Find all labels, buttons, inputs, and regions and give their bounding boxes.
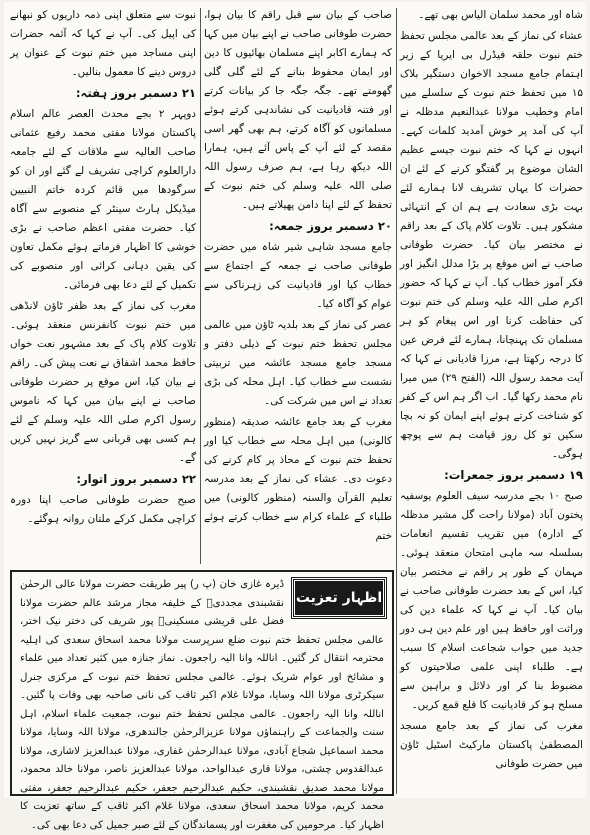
left-paragraph-3: مغرب کی نماز کے بعد ظفر ٹاؤن لانڈھی میں ختم نبوت کانفرنس منعقد ہوئی۔ تلاوت کلام پاک کے بعد مشہور نعت خواں حافظ محمد اشفاق نے نعت پیش کی۔ راقم نے بیان کیا، اس موقع پر حضرت طوفانی صاحب نے اپنے بیان میں کہا کہ ناموس رسول اکرم صلی اللہ علیہ وسلم کے لئے ہم کسی بھی قربانی سے گریز نہیں کریں گے۔: [10, 300, 196, 464]
middle-paragraph-4: مغرب کے بعد جامع عائشہ صدیقہ (منظور کالونی) میں اہل محلہ سے خطاب کیا اور تحفظ ختم نبوت کے محاذ پر کام کرنے کی دعوت دی۔ عشاء کی نماز کے بعد مدرسہ تعلیم القرآن والسنہ (منظور کالونی) میں طلباء کے علماء کرام سے خطاب کرتے ہوئے ختم: [204, 416, 392, 542]
condolence-header: اظہار تعزیت: [292, 578, 386, 618]
left-paragraph-4: صبح حضرت طوفانی صاحب اپنا دورہ کراچی مکمل کرکے ملتان روانہ ہوگئے۔: [10, 494, 196, 525]
heading-friday: ۲۰ دسمبر بروز جمعہ:: [269, 219, 392, 233]
left-column: [10, 6, 196, 566]
heading-saturday: ۲۱ دسمبر بروز ہفتہ:: [75, 86, 196, 100]
middle-paragraph-2: جامع مسجد شاہی شیر شاہ میں حضرت طوفانی صاحب نے جمعہ کے اجتماع سے خطاب کیا اور قادیانیت کی زہرناکی سے عوام کو آگاہ کیا۔: [204, 241, 392, 310]
right-paragraph-2: عشاء کی نماز کے بعد عالمی مجلس تحفظ ختم نبوت حلقہ فیڈرل بی ایریا کے زیر اہتمام جامع مسجد الاخوان دستگیر بلاک ۱۵ میں تحفظ ختم نبوت کے سلسلے میں امام وخطیب مولانا عبدالنعیم مدظلہ نے آپ کی آمد پر خوش آمدید کلمات کہے۔ انہوں نے کہا کہ ختم نبوت جیسے عظیم الشان موضوع پر گفتگو کرنے کے لئے ان حضرات کا یہاں تشریف لانا ہمارے لئے بہت بڑی سعادت ہے ہم ان کے انتہائی مشکور ہیں۔ تلاوت کلام پاک کے بعد راقم نے مختصر بیان کیا۔ حضرت طوفانی صاحب نے اس موقع پر بڑا مدلل انگیز اور فکر آموز خطاب کیا۔ آپ نے کہا کہ حضور اکرم صلی اللہ علیہ وسلم کی ختم نبوت کی حفاظت کرنا اور اس پیغام کو ہر مسلمان تک پہنچانا، ہمارے لئے فرض عین کا درجہ رکھتا ہے، مرزا قادیانی نے کہا کہ آیت محمد رسول اللہ (الفتح ۲۹) میں میرا نام محمد رکھا گیا۔ اب اگر ہم اس کے کفر کو شناخت کرتے ہوئے اپنے ایمان کو نہ بچا سکیں تو کل روز قیامت ہم سے پوچھ ہوگی۔: [400, 30, 583, 460]
left-paragraph-1: نبوت سے متعلق اپنی ذمہ داریوں کو نبھانے کی اپیل کی۔ آپ نے کہا کہ آئمہ حضرات اپنی مساجد میں ختم نبوت کے عنوان پر دروس دینے کا معمول بنالیں۔: [10, 9, 196, 78]
middle-paragraph-1: صاحب کے بیان سے قبل راقم کا بیان ہوا، حضرت طوفانی صاحب نے اپنے بیان میں کہا کہ ہمارے اکابر اپنے مسلمان بھائیوں کا دین اور ایمان محفوظ بنانے کے لئے گلی گلی گھومتے تھے۔ جگہ جگہ جا کر بیانات کرتے اور فتنہ قادیانیت کی نشاندہی کرتے ہوئے مسلمانوں کو آگاہ کرتے، ہم بھی گھر اسی مقصد کے لئے آپ کے پاس آئے ہیں، ہمارا اللہ دیکھ رہا ہے، ہم صرف رسول اللہ صلی اللہ علیہ وسلم کی ختم نبوت کے تحفظ کے لئے اپنا دامن پھیلاتے ہیں۔: [204, 9, 392, 211]
right-column: [400, 6, 583, 794]
middle-column: [204, 6, 392, 566]
condolence-body: [20, 576, 384, 831]
right-paragraph-3: صبح ۱۰ بجے مدرسہ سیف العلوم یوسفیہ پختون آباد (مولانا راحت گل مشیر مدظلہ کے ادارہ) میں تقریب تقسیم انعامات بسلسلہ سہ ماہی امتحان منعقد ہوئی۔ مہمان کے طور پر راقم نے مختصر بیان کیا، اس کے بعد حضرت طوفانی صاحب نے بیان کیا۔ آپ نے کہا کہ علماء دین کی وراثت اور حافظ ہیں اور علم دین ہی دور جدید میں جواب شجاعت اسلام کا سبب ہے۔ طلباء اپنی علمی صلاحیتوں کو مضبوط بنا کر اور دلائل و براہین سے مسلح ہو کر قادیانیت کا قلع قمع کریں۔: [400, 490, 583, 711]
column-divider: [200, 8, 201, 564]
middle-paragraph-3: عصر کی نماز کے بعد بلدیہ ٹاؤن میں عالمی مجلس تحفظ ختم نبوت کے ذیلی دفتر و مسجد جامع مسجد عائشہ میں تربیتی نشست سے خطاب کیا۔ اہل محلہ کی بڑی تعداد نے اس میں شرکت کی۔: [204, 319, 392, 407]
heading-thursday: ۱۹ دسمبر بروز جمعرات:: [444, 468, 583, 482]
column-divider: [396, 8, 397, 794]
right-paragraph-1: شاہ اور محمد سلمان الیاس بھی تھے۔: [418, 9, 583, 21]
header-spacer: [284, 576, 384, 616]
heading-sunday: ۲۲ دسمبر بروز اتوار:: [76, 472, 196, 486]
right-paragraph-4: مغرب کی نماز کے بعد جامع مسجد المصطفیٰ پاکستان مارکیٹ اسٹیل ٹاؤن میں حضرت طوفانی: [400, 720, 583, 770]
left-paragraph-2: دوپہر ۲ بجے محدث العصر عالم اسلام پاکستان مولانا مفتی محمد رفیع عثمانی صاحب العالیہ سے ملاقات کے لئے جامعہ دارالعلوم کراچی تشریف لے گئے اور ان کو سرگودھا میں قائم کردہ خاتم النبیین میڈیکل ہارٹ سینٹر کے منصوبے سے آگاہ کیا۔ حضرت مفتی اعظم صاحب نے بڑی خوشی کا اظہار فرماتے ہوئے مکمل تعاون کی یقین دہانی کرائی اور منصوبے کی تکمیل کے لئے دعا بھی فرمائی۔: [10, 108, 196, 291]
newspaper-page: [4, 2, 586, 831]
condolence-box: [10, 570, 394, 831]
condolence-text: ڈیرہ غازی خان (پ ر) پیر طریقت حضرت مولانا عالی الرحمٰن نقشبندی مجددیؒ کے خلیفہ مجاز مرشد عالم حضرت مولانا فضل علی قریشی مسکینیؒ پور شریف کی دختر نیک اختر، عالمی مجلس تحفظ ختم نبوت ضلع سرپرست مولانا محمد اسحاق سعدی کی اہلیہ محترمہ انتقال کر گئیں۔ اناللہ وانا الیہ راجعون۔ نماز جنازہ میں کثیر تعداد میں علماء و مشائخ اور عوام شریک ہوئے۔ عالمی مجلس تحفظ ختم نبوت کے مرکزی جنرل سیکرٹری مولانا اللہ وسایا، مولانا غلام اکبر ثاقب کی نانی صاحبہ بھی وفات پا گئیں۔ اناللہ وانا الیہ راجعون۔ عالمی مجلس تحفظ ختم نبوت، جمعیت علماء اسلام، اہل سنت والجماعت کے راہنماؤں مولانا عزیزالرحمٰن جالندھری، مولانا اللہ وسایا، مولانا محمد اسماعیل شجاع آبادی، مولانا عبدالرحمٰن غفاری، مولانا عبدالعزیز لاشاری، مولانا عبدالقدوس چشتی، مولانا قاری عبدالواحد، مولانا عبدالعزیز ناصر، مولانا خالد محمود، مولانا محمد صدیق نقشبندی، حکیم عبدالرحیم جعفر، حکیم عبدالرحیم جعفر، مفتی محمد کریم، مولانا محمد اسحاق سعدی، مولانا غلام اکبر ثاقب کے ساتھ تعزیت کا اظہار کیا۔ مرحومین کی مغفرت اور پسماندگان کے لئے صبر جمیل کی دعا بھی کی۔: [20, 579, 384, 831]
